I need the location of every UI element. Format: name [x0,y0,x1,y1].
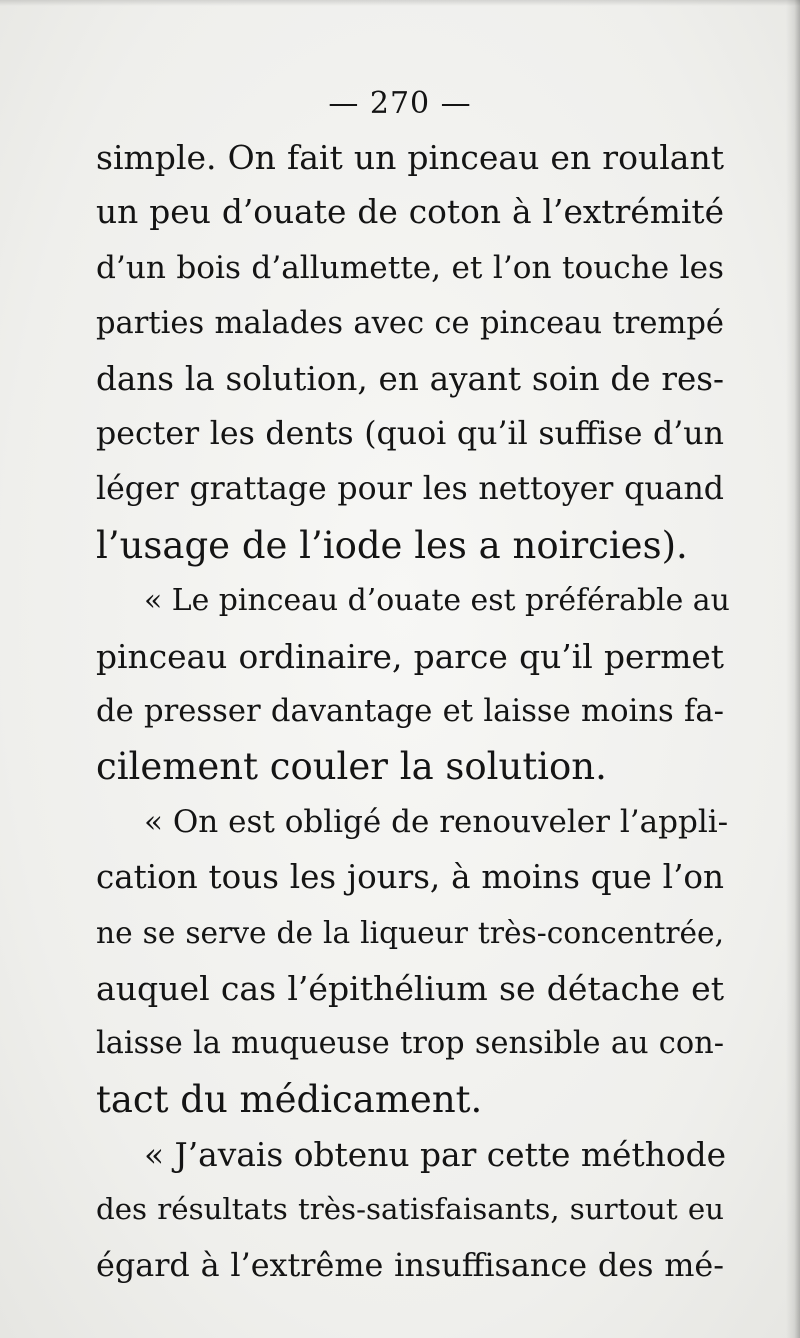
text-line: de presser davantage et laisse moins fa- [96,693,724,729]
text-line: ne se serve de la liqueur très-concentrée, [96,915,724,951]
text-line: pecter les dents (quoi qu’il suffise d’un [96,415,724,452]
text-line: un peu d’ouate de coton à l’extrémité [96,193,724,232]
text-line: égard à l’extrême insuffisance des mé- [96,1245,724,1284]
text-line: simple. On fait un pinceau en roulant [96,138,724,177]
text-line: parties malades avec ce pinceau trempé [96,306,724,342]
text-line: « J’avais obtenu par cette méthode [144,1135,727,1175]
page-right-shadow [786,0,800,1338]
text-line: cilement couler la solution. [96,745,607,789]
text-line: tact du médicament. [96,1077,483,1121]
text-line: l’usage de l’iode les a noircies). [96,523,688,567]
text-line: dans la solution, en ayant soin de res- [96,359,724,398]
text-line: « On est obligé de renouveler l’appli- [144,803,729,840]
text-line: d’un bois d’allumette, et l’on touche les [96,249,724,286]
text-line: auquel cas l’épithélium se détache et [96,968,724,1008]
text-line: cation tous les jours, à moins que l’on [96,858,724,897]
text-line: laisse la muqueuse trop sensible au con- [96,1026,724,1062]
body-text [96,130,730,1293]
text-line: pinceau ordinaire, parce qu’il permet [96,636,724,676]
page-top-shadow [0,0,800,6]
text-line: des résultats très-satisfaisants, surtout eu [96,1192,724,1227]
text-line: léger grattage pour les nettoyer quand [96,471,724,508]
text-line: « Le pinceau d’ouate est préférable au [144,583,730,619]
page-number: — 270 — [328,86,472,121]
